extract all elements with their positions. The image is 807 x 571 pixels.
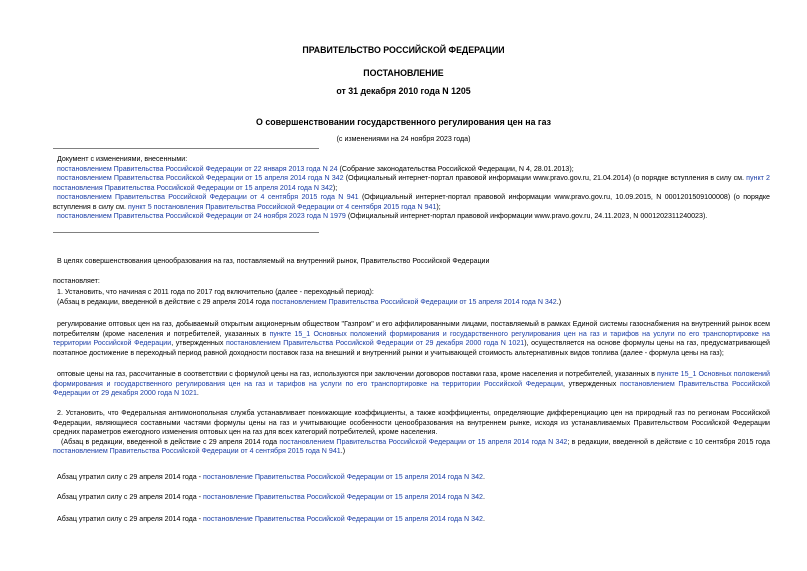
document-date: от 31 декабря 2010 года N 1205 bbox=[336, 86, 471, 96]
divider-bottom bbox=[53, 232, 319, 233]
divider-top bbox=[53, 148, 319, 149]
change-link[interactable]: постановлением Правительства Российской Федерации от 24 ноября 2023 года N 1979 bbox=[57, 212, 346, 220]
repealed-paragraph: Абзац утратил силу с 29 апреля 2014 года - постановление Правительства Российской Федерации от 15 апреля 2014 года N 342. bbox=[57, 473, 485, 481]
change-link[interactable]: пункт 5 постановления Правительства Российской Федерации от 4 сентября 2015 года N 941 bbox=[128, 202, 437, 211]
amendment-link[interactable]: постановлением Правительства Российской Федерации от 15 апреля 2014 года N 342 bbox=[279, 437, 568, 446]
change-link[interactable]: постановлением Правительства Российской Федерации от 22 января 2013 года N 24 bbox=[57, 164, 338, 173]
reference-link[interactable]: пункте 15_1 Основных положений формирования и государственного регулирования цен на газ и тарифов на услуги по его транспортировке на территории Российской Федерации bbox=[53, 329, 771, 347]
paragraph-2: 2. Установить, что Федеральная антимонопольная служба устанавливает понижающие коэффициенты, а также коэффициенты, определяющие дифференциацию цен на природный газ по регионам Российской Федерации, являющиеся составными частями формулы цены на газ и учитывающие особенности ценообразования на внутреннем рынке, исходя из устанавливаемых Правительством Российской Федерации средних параметров ежегодного изменения оптовых цен на газ для всех категорий потребителей, кроме населения. (Абзац в редакции, введенной в действие с 29 апреля 2014 года постановлением Правительства Российской Федерации от 15 апреля 2014 года N 342; в редакции, введенной в действие с 10 сентября 2015 года постановлением Правительства Российской Федерации от 4 сентября 2015 года N 941.) bbox=[53, 409, 771, 455]
change-link[interactable]: пункт 2 постановления Правительства Российской Федерации от 15 апреля 2014 года N 342 bbox=[53, 174, 770, 192]
change-item: постановлением Правительства Российской Федерации от 15 апреля 2014 года N 342 (Официальный интернет-портал правовой информации www.pravo.gov.ru, 21.04.2014) (о порядке вступления в силу см. пункт 2 постановления Правительства Российской Федерации от 15 апреля 2014 года N 342); bbox=[53, 174, 770, 192]
paragraph-2-note: (Абзац в редакции, введенной в действие с 29 апреля 2014 года постановлением Правительства Российской Федерации от 15 апреля 2014 года N 342; в редакции, введенной в действие с 10 сентября 2015 года постановлением Правительства Российской Федерации от 4 сентября 2015 года N 941.) bbox=[53, 437, 771, 455]
amendment-link[interactable]: постановлением Правительства Российской Федерации от 4 сентября 2015 года N 941 bbox=[53, 447, 341, 455]
change-item: постановлением Правительства Российской Федерации от 4 сентября 2015 года N 941 (Официальный интернет-портал правовой информации www.pravo.gov.ru, 10.09.2015, N 0001201509100008) (о порядке вступления в силу см. пункт 5 постановления Правительства Российской Федерации от 4 сентября 2015 года N 941); bbox=[53, 193, 770, 211]
repeal-link[interactable]: постановление Правительства Российской Федерации от 15 апреля 2014 года N 342 bbox=[203, 493, 483, 501]
amendment-link[interactable]: постановлением Правительства Российской Федерации от 15 апреля 2014 года N 342 bbox=[271, 298, 557, 306]
change-link[interactable]: постановлением Правительства Российской Федерации от 4 сентября 2015 года N 941 bbox=[57, 193, 359, 201]
paragraph-1-note: (Абзац в редакции, введенной в действие с 29 апреля 2014 года постановлением Правительства Российской Федерации от 15 апреля 2014 года N 342.) bbox=[57, 298, 562, 306]
amendment-note: (с изменениями на 24 ноября 2023 года) bbox=[336, 135, 471, 143]
document-type: ПОСТАНОВЛЕНИЕ bbox=[363, 68, 444, 78]
paragraph-regulation: регулирование оптовых цен на газ, добываемый открытым акционерным обществом "Газпром" и его аффилированными лицами, поставляемый в рамках Единой системы газоснабжения на внутренний рынок всем потребителям (кроме населения и потребителей, указанных в пункте 15_1 Основных положений формирования и государственного регулирования цен на газ и тарифов на услуги по его транспортировке на территории Российской Федерации, утвержденных постановлением Правительства Российской Федерации от 29 декабря 2000 года N 1021), осуществляется на основе формулы цены на газ, предусматривающей поэтапное достижение в переходный период равной доходности поставок газа на внешний и внутренний рынки и учитывающей стоимость альтернативных видов топлива (далее - формула цены на газ); bbox=[53, 320, 771, 357]
repeal-link[interactable]: постановление Правительства Российской Федерации от 15 апреля 2014 года N 342 bbox=[203, 515, 483, 523]
paragraph-wholesale: оптовые цены на газ, рассчитанные в соответствии с формулой цены на газ, используются при заключении договоров поставки газа, кроме населения и потребителей, указанных в пункте 15_1 Основных положений формирования и государственного регулирования цен на газ и тарифов на услуги по его транспортировке на территории Российской Федерации, утвержденных постановлением Правительства Российской Федерации от 29 декабря 2000 года N 1021. bbox=[53, 370, 770, 397]
paragraph-1: 1. Установить, что начиная с 2011 года по 2017 год включительно (далее - переходный период): bbox=[57, 288, 374, 296]
repealed-paragraph: Абзац утратил силу с 29 апреля 2014 года - постановление Правительства Российской Федерации от 15 апреля 2014 года N 342. bbox=[57, 515, 485, 523]
change-item: постановлением Правительства Российской Федерации от 22 января 2013 года N 24 (Собрание законодательства Российской Федерации, N 4, 28.01.2013); bbox=[57, 164, 574, 173]
change-link[interactable]: постановлением Правительства Российской Федерации от 15 апреля 2014 года N 342 bbox=[57, 174, 344, 182]
reference-link[interactable]: постановлением Правительства Российской Федерации от 29 декабря 2000 года N 1021 bbox=[226, 339, 525, 347]
preamble: В целях совершенствования ценообразования на газ, поставляемый на внутренний рынок, Правительство Российской Федерации bbox=[57, 257, 490, 265]
decides-word: постановляет: bbox=[53, 277, 100, 285]
repealed-paragraph: Абзац утратил силу с 29 апреля 2014 года - постановление Правительства Российской Федерации от 15 апреля 2014 года N 342. bbox=[57, 493, 485, 501]
document-title: О совершенствовании государственного регулирования цен на газ bbox=[256, 117, 551, 127]
changes-intro: Документ с изменениями, внесенными: bbox=[57, 155, 188, 163]
change-item: постановлением Правительства Российской Федерации от 24 ноября 2023 года N 1979 (Официальный интернет-портал правовой информации www.pravo.gov.ru, 24.11.2023, N 0001202311240023). bbox=[57, 212, 708, 220]
changes-block bbox=[53, 155, 770, 222]
reference-link[interactable]: пункте 15_1 Основных положений формирования и государственного регулирования цен на газ и тарифов на услуги по его транспортировке на территории Российской Федерации bbox=[53, 370, 770, 388]
government-name: ПРАВИТЕЛЬСТВО РОССИЙСКОЙ ФЕДЕРАЦИИ bbox=[302, 45, 505, 55]
reference-link[interactable]: постановлением Правительства Российской Федерации от 29 декабря 2000 года N 1021 bbox=[53, 379, 770, 397]
repeal-link[interactable]: постановление Правительства Российской Федерации от 15 апреля 2014 года N 342 bbox=[203, 473, 483, 481]
